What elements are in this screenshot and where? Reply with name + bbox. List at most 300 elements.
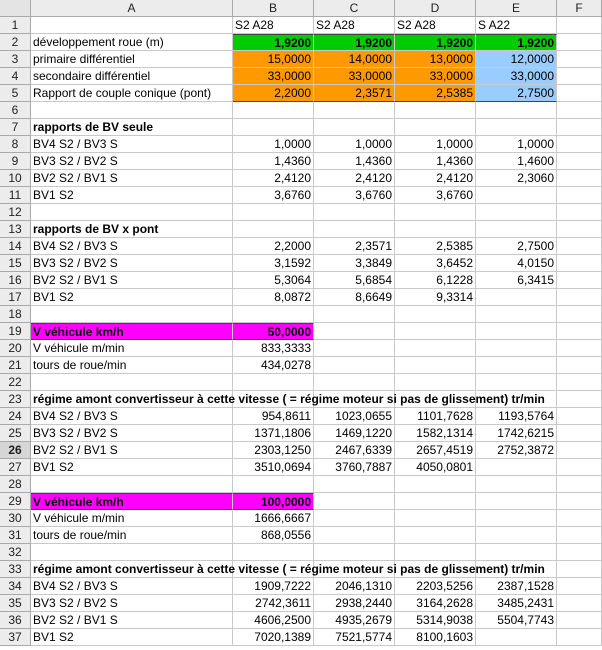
cell-a25[interactable] (31, 425, 233, 442)
cell-value: 33,0000 (510, 69, 554, 83)
cell-b13[interactable] (233, 221, 314, 238)
cell-f7[interactable] (557, 119, 602, 136)
cell-d34[interactable] (395, 578, 476, 595)
cell-a7[interactable] (31, 119, 233, 136)
cell-f15[interactable] (557, 255, 602, 272)
cell-d25[interactable] (395, 425, 476, 442)
row-header-36[interactable]: 36 (0, 612, 31, 629)
cell-a6[interactable] (31, 102, 233, 119)
cell-a36[interactable] (31, 612, 233, 629)
cell-value: BV1 S2 (33, 188, 74, 202)
cell-f32[interactable] (557, 544, 602, 561)
cell-f30[interactable] (557, 510, 602, 527)
cell-e13[interactable] (476, 221, 557, 238)
cell-f20[interactable] (557, 340, 602, 357)
row-header-37[interactable]: 37 (0, 629, 31, 646)
cell-c21[interactable] (314, 357, 395, 374)
cell-c17[interactable] (314, 289, 395, 306)
cell-a29[interactable] (31, 493, 233, 510)
cell-e5[interactable] (476, 85, 557, 102)
cell-value: 1,4360 (274, 154, 311, 168)
cell-d27[interactable] (395, 459, 476, 476)
cell-value: 1,4360 (436, 154, 473, 168)
cell-f27[interactable] (557, 459, 602, 476)
cell-value: 1,0000 (274, 137, 311, 151)
cell-e10[interactable] (476, 170, 557, 187)
cell-value: 2,2000 (274, 86, 311, 100)
cell-value: 1023,0655 (335, 409, 392, 423)
cell-value: 3510,0694 (254, 460, 311, 474)
row-header-13[interactable]: 13 (0, 221, 31, 238)
cell-d24[interactable] (395, 408, 476, 425)
cell-c37[interactable] (314, 629, 395, 646)
cell-a28[interactable] (31, 476, 233, 493)
cell-c35[interactable] (314, 595, 395, 612)
cell-a15[interactable] (31, 255, 233, 272)
cell-b34[interactable] (233, 578, 314, 595)
cell-e8[interactable] (476, 136, 557, 153)
row-header-28[interactable]: 28 (0, 476, 31, 493)
cell-b8[interactable] (233, 136, 314, 153)
cell-e1[interactable] (476, 17, 557, 34)
cell-e34[interactable] (476, 578, 557, 595)
cell-d1[interactable] (395, 17, 476, 34)
cell-value: tours de roue/min (33, 358, 127, 372)
cell-a31[interactable] (31, 527, 233, 544)
cell-a12[interactable] (31, 204, 233, 221)
cell-a22[interactable] (31, 374, 233, 391)
cell-a9[interactable] (31, 153, 233, 170)
cell-f12[interactable] (557, 204, 602, 221)
cell-f25[interactable] (557, 425, 602, 442)
cell-f23[interactable] (557, 391, 602, 408)
cell-f34[interactable] (557, 578, 602, 595)
cell-a35[interactable] (31, 595, 233, 612)
cell-value: 4606,2500 (254, 613, 311, 627)
cell-value: 5,3064 (274, 273, 311, 287)
cell-b12[interactable] (233, 204, 314, 221)
cell-b20[interactable] (233, 340, 314, 357)
cell-value: S2 A28 (235, 18, 274, 32)
cell-e36[interactable] (476, 612, 557, 629)
cell-c20[interactable] (314, 340, 395, 357)
row-header-14[interactable]: 14 (0, 238, 31, 255)
cell-e14[interactable] (476, 238, 557, 255)
cell-d19[interactable] (395, 323, 476, 340)
cell-c12[interactable] (314, 204, 395, 221)
column-header-b[interactable]: B (233, 0, 314, 17)
cell-e30[interactable] (476, 510, 557, 527)
cell-c7[interactable] (314, 119, 395, 136)
cell-value: 3760,7887 (335, 460, 392, 474)
row-header-31[interactable]: 31 (0, 527, 31, 544)
cell-a13[interactable] (31, 221, 233, 238)
column-header-d[interactable]: D (395, 0, 476, 17)
cell-b11[interactable] (233, 187, 314, 204)
cell-b37[interactable] (233, 629, 314, 646)
cell-e7[interactable] (476, 119, 557, 136)
cell-e2[interactable] (476, 34, 557, 51)
cell-value: 2742,3611 (255, 596, 311, 610)
cell-f18[interactable] (557, 306, 602, 323)
cell-b28[interactable] (233, 476, 314, 493)
cell-e15[interactable] (476, 255, 557, 272)
cell-d37[interactable] (395, 629, 476, 646)
cell-d20[interactable] (395, 340, 476, 357)
cell-d9[interactable] (395, 153, 476, 170)
cell-value: 2203,5256 (416, 579, 473, 593)
cell-f5[interactable] (557, 85, 602, 102)
row-header-29[interactable]: 29 (0, 493, 31, 510)
cell-c11[interactable] (314, 187, 395, 204)
cell-d35[interactable] (395, 595, 476, 612)
cell-c6[interactable] (314, 102, 395, 119)
cell-a27[interactable] (31, 459, 233, 476)
cell-e24[interactable] (476, 408, 557, 425)
select-all-corner[interactable] (0, 0, 31, 17)
cell-a19[interactable] (31, 323, 233, 340)
cell-e28[interactable] (476, 476, 557, 493)
cell-c5[interactable] (314, 85, 395, 102)
cell-value: S A22 (478, 18, 511, 32)
row-header-10[interactable]: 10 (0, 170, 31, 187)
cell-f1[interactable] (557, 17, 602, 34)
row-header-7[interactable]: 7 (0, 119, 31, 136)
row-header-34[interactable]: 34 (0, 578, 31, 595)
cell-a17[interactable] (31, 289, 233, 306)
cell-f9[interactable] (557, 153, 602, 170)
row-header-32[interactable]: 32 (0, 544, 31, 561)
cell-d11[interactable] (395, 187, 476, 204)
cell-d26[interactable] (395, 442, 476, 459)
cell-b10[interactable] (233, 170, 314, 187)
cell-f19[interactable] (557, 323, 602, 340)
cell-e27[interactable] (476, 459, 557, 476)
row-header-1[interactable]: 1 (0, 17, 31, 34)
cell-f31[interactable] (557, 527, 602, 544)
cell-value: 2,7500 (517, 239, 554, 253)
cell-d16[interactable] (395, 272, 476, 289)
cell-b17[interactable] (233, 289, 314, 306)
cell-a11[interactable] (31, 187, 233, 204)
cell-e20[interactable] (476, 340, 557, 357)
cell-c18[interactable] (314, 306, 395, 323)
cell-d29[interactable] (395, 493, 476, 510)
cell-value: 833,3333 (260, 341, 311, 355)
row-header-17[interactable]: 17 (0, 289, 31, 306)
cell-f24[interactable] (557, 408, 602, 425)
cell-f17[interactable] (557, 289, 602, 306)
cell-b21[interactable] (233, 357, 314, 374)
cell-f28[interactable] (557, 476, 602, 493)
cell-b27[interactable] (233, 459, 314, 476)
row-header-16[interactable]: 16 (0, 272, 31, 289)
cell-c1[interactable] (314, 17, 395, 34)
cell-b35[interactable] (233, 595, 314, 612)
cell-e3[interactable] (476, 51, 557, 68)
cell-a30[interactable] (31, 510, 233, 527)
cell-d28[interactable] (395, 476, 476, 493)
cell-value: 868,0556 (260, 528, 311, 542)
row-header-20[interactable]: 20 (0, 340, 31, 357)
cell-value: 5504,7743 (497, 613, 554, 627)
row-header-26[interactable]: 26 (0, 442, 31, 459)
cell-f37[interactable] (557, 629, 602, 646)
cell-b5[interactable] (233, 85, 314, 102)
cell-d17[interactable] (395, 289, 476, 306)
cell-b18[interactable] (233, 306, 314, 323)
cell-d30[interactable] (395, 510, 476, 527)
cell-value: 1469,1220 (335, 426, 392, 440)
cell-c13[interactable] (314, 221, 395, 238)
cell-b19[interactable] (233, 323, 314, 340)
cell-a14[interactable] (31, 238, 233, 255)
cell-value: 15,0000 (267, 52, 311, 66)
cell-e37[interactable] (476, 629, 557, 646)
row-header-5[interactable]: 5 (0, 85, 31, 102)
cell-c32[interactable] (314, 544, 395, 561)
row-header-8[interactable]: 8 (0, 136, 31, 153)
cell-value: 2,5385 (436, 86, 473, 100)
cell-d7[interactable] (395, 119, 476, 136)
cell-e22[interactable] (476, 374, 557, 391)
cell-c34[interactable] (314, 578, 395, 595)
row-header-3[interactable]: 3 (0, 51, 31, 68)
cell-d22[interactable] (395, 374, 476, 391)
cell-e6[interactable] (476, 102, 557, 119)
cell-a21[interactable] (31, 357, 233, 374)
row-header-22[interactable]: 22 (0, 374, 31, 391)
cell-a26[interactable] (31, 442, 233, 459)
cell-e16[interactable] (476, 272, 557, 289)
cell-value: 50,0000 (267, 325, 311, 339)
column-header-c[interactable]: C (314, 0, 395, 17)
cell-d32[interactable] (395, 544, 476, 561)
column-header-f[interactable]: F (557, 0, 602, 17)
cell-c8[interactable] (314, 136, 395, 153)
cell-value: 3,6760 (355, 188, 392, 202)
cell-d3[interactable] (395, 51, 476, 68)
cell-a20[interactable] (31, 340, 233, 357)
cell-f3[interactable] (557, 51, 602, 68)
row-header-6[interactable]: 6 (0, 102, 31, 119)
row-header-2[interactable]: 2 (0, 34, 31, 51)
cell-a4[interactable] (31, 68, 233, 85)
cell-d36[interactable] (395, 612, 476, 629)
cell-d15[interactable] (395, 255, 476, 272)
cell-value: BV4 S2 / BV3 S (33, 239, 118, 253)
cell-d6[interactable] (395, 102, 476, 119)
cell-b36[interactable] (233, 612, 314, 629)
cell-f33[interactable] (557, 561, 602, 578)
row-header-30[interactable]: 30 (0, 510, 31, 527)
cell-value: 7521,5774 (335, 630, 392, 644)
cell-a32[interactable] (31, 544, 233, 561)
cell-a24[interactable] (31, 408, 233, 425)
cell-d18[interactable] (395, 306, 476, 323)
cell-f22[interactable] (557, 374, 602, 391)
cell-c30[interactable] (314, 510, 395, 527)
cell-c31[interactable] (314, 527, 395, 544)
cell-value: V véhicule km/h (33, 495, 124, 509)
cell-b9[interactable] (233, 153, 314, 170)
cell-b30[interactable] (233, 510, 314, 527)
cell-e9[interactable] (476, 153, 557, 170)
cell-e29[interactable] (476, 493, 557, 510)
row-header-9[interactable]: 9 (0, 153, 31, 170)
cell-e11[interactable] (476, 187, 557, 204)
cell-b14[interactable] (233, 238, 314, 255)
cell-b22[interactable] (233, 374, 314, 391)
cell-d13[interactable] (395, 221, 476, 238)
cell-c9[interactable] (314, 153, 395, 170)
cell-c29[interactable] (314, 493, 395, 510)
cell-c24[interactable] (314, 408, 395, 425)
cell-d10[interactable] (395, 170, 476, 187)
cell-a18[interactable] (31, 306, 233, 323)
cell-b16[interactable] (233, 272, 314, 289)
column-header-e[interactable]: E (476, 0, 557, 17)
cell-a34[interactable] (31, 578, 233, 595)
cell-e21[interactable] (476, 357, 557, 374)
cell-c28[interactable] (314, 476, 395, 493)
cell-b32[interactable] (233, 544, 314, 561)
cell-a16[interactable] (31, 272, 233, 289)
cell-e31[interactable] (476, 527, 557, 544)
cell-c3[interactable] (314, 51, 395, 68)
cell-a1[interactable] (31, 17, 233, 34)
cell-value: BV2 S2 / BV1 S (33, 613, 118, 627)
cell-c16[interactable] (314, 272, 395, 289)
cell-value: BV1 S2 (33, 630, 74, 644)
cell-a8[interactable] (31, 136, 233, 153)
row-header-11[interactable]: 11 (0, 187, 31, 204)
cell-a23[interactable] (31, 391, 545, 408)
cell-b1[interactable] (233, 17, 314, 34)
cell-e35[interactable] (476, 595, 557, 612)
cell-b29[interactable] (233, 493, 314, 510)
cell-b3[interactable] (233, 51, 314, 68)
cell-a10[interactable] (31, 170, 233, 187)
cell-b24[interactable] (233, 408, 314, 425)
cell-d12[interactable] (395, 204, 476, 221)
cell-f14[interactable] (557, 238, 602, 255)
cell-e18[interactable] (476, 306, 557, 323)
cell-c26[interactable] (314, 442, 395, 459)
row-header-21[interactable]: 21 (0, 357, 31, 374)
cell-d4[interactable] (395, 68, 476, 85)
cell-b25[interactable] (233, 425, 314, 442)
cell-b15[interactable] (233, 255, 314, 272)
row-header-15[interactable]: 15 (0, 255, 31, 272)
cell-f16[interactable] (557, 272, 602, 289)
cell-b4[interactable] (233, 68, 314, 85)
cell-a33[interactable] (31, 561, 545, 578)
cell-a5[interactable] (31, 85, 233, 102)
cell-f10[interactable] (557, 170, 602, 187)
cell-f2[interactable] (557, 34, 602, 51)
cell-b7[interactable] (233, 119, 314, 136)
cell-value: BV1 S2 (33, 290, 74, 304)
cell-value: 1,9200 (517, 36, 554, 50)
row-header-33[interactable]: 33 (0, 561, 31, 578)
cell-b31[interactable] (233, 527, 314, 544)
cell-value: 5,6854 (355, 273, 392, 287)
cell-c15[interactable] (314, 255, 395, 272)
cell-e4[interactable] (476, 68, 557, 85)
cell-value: 12,0000 (510, 52, 554, 66)
cell-b26[interactable] (233, 442, 314, 459)
cell-c19[interactable] (314, 323, 395, 340)
cell-c22[interactable] (314, 374, 395, 391)
cell-f4[interactable] (557, 68, 602, 85)
row-header-25[interactable]: 25 (0, 425, 31, 442)
row-header-4[interactable]: 4 (0, 68, 31, 85)
cell-c10[interactable] (314, 170, 395, 187)
row-header-24[interactable]: 24 (0, 408, 31, 425)
cell-f13[interactable] (557, 221, 602, 238)
row-header-23[interactable]: 23 (0, 391, 31, 408)
row-header-18[interactable]: 18 (0, 306, 31, 323)
cell-d14[interactable] (395, 238, 476, 255)
row-header-35[interactable]: 35 (0, 595, 31, 612)
row-header-19[interactable]: 19 (0, 323, 31, 340)
cell-f6[interactable] (557, 102, 602, 119)
cell-b2[interactable] (233, 34, 314, 51)
cell-e12[interactable] (476, 204, 557, 221)
cell-e26[interactable] (476, 442, 557, 459)
cell-a2[interactable] (31, 34, 233, 51)
row-header-27[interactable]: 27 (0, 459, 31, 476)
cell-c36[interactable] (314, 612, 395, 629)
row-header-12[interactable]: 12 (0, 204, 31, 221)
cell-d2[interactable] (395, 34, 476, 51)
cell-value: 954,8611 (261, 409, 311, 423)
cell-a3[interactable] (31, 51, 233, 68)
cell-f36[interactable] (557, 612, 602, 629)
cell-c25[interactable] (314, 425, 395, 442)
cell-value: 4,0150 (517, 256, 554, 270)
cell-d8[interactable] (395, 136, 476, 153)
cell-e19[interactable] (476, 323, 557, 340)
column-header-a[interactable]: A (31, 0, 233, 17)
cell-f29[interactable] (557, 493, 602, 510)
cell-a37[interactable] (31, 629, 233, 646)
cell-value: BV1 S2 (33, 460, 74, 474)
cell-c4[interactable] (314, 68, 395, 85)
cell-f35[interactable] (557, 595, 602, 612)
cell-c2[interactable] (314, 34, 395, 51)
cell-value: 2,7500 (517, 86, 554, 100)
cell-d21[interactable] (395, 357, 476, 374)
cell-d5[interactable] (395, 85, 476, 102)
cell-value: 3,6760 (436, 188, 473, 202)
cell-f21[interactable] (557, 357, 602, 374)
cell-b6[interactable] (233, 102, 314, 119)
cell-e17[interactable] (476, 289, 557, 306)
cell-f11[interactable] (557, 187, 602, 204)
cell-e25[interactable] (476, 425, 557, 442)
cell-value: 3,6452 (436, 256, 473, 270)
cell-e32[interactable] (476, 544, 557, 561)
cell-value: 1742,6215 (497, 426, 554, 440)
cell-f8[interactable] (557, 136, 602, 153)
cell-c14[interactable] (314, 238, 395, 255)
cell-c27[interactable] (314, 459, 395, 476)
cell-value: 2,2000 (274, 239, 311, 253)
cell-f26[interactable] (557, 442, 602, 459)
cell-d31[interactable] (395, 527, 476, 544)
